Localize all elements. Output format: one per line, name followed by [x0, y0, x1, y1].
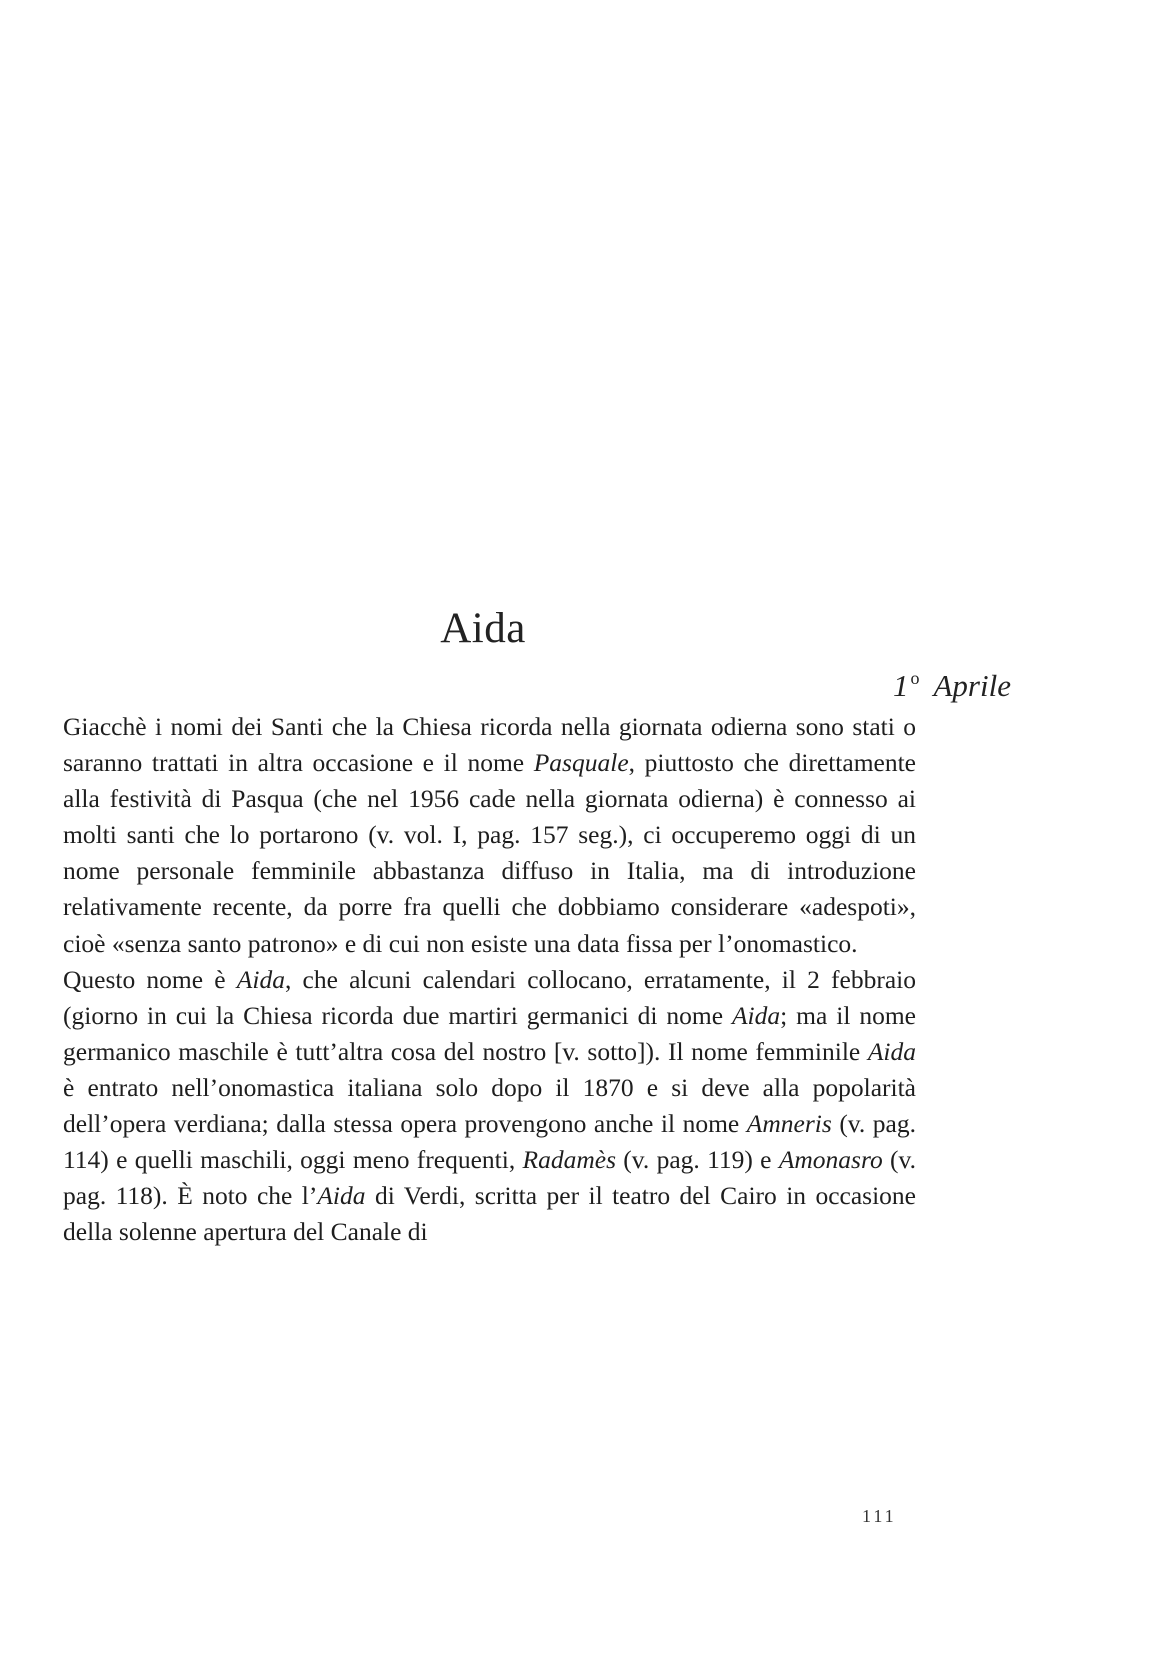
italic-term: Aida [317, 1181, 366, 1211]
text-run: Giacchè i nomi dei Santi che la Chiesa ricorda nella giornata odierna sono stati o saranno trattati in altra occasione e il nome [63, 712, 916, 778]
chapter-title: Aida [440, 605, 526, 652]
italic-term: Amonasro [778, 1145, 883, 1175]
italic-term: Aida [236, 964, 285, 994]
italic-term: Aida [867, 1036, 916, 1066]
italic-term: Amneris [746, 1109, 832, 1139]
date-day: 1 [893, 668, 909, 703]
paragraph [63, 962, 916, 1251]
text-run: , piuttosto che direttamente alla festività di Pasqua (che nel 1956 cade nella giornata odierna) è connesso ai molti santi che lo portarono (v. vol. I, pag. 157 seg.), ci occuperemo oggi di un nome personale femminile abbastanza diffuso in Italia, ma di introduzione relativamente recente, da porre fra quelli che dobbiamo considerare «adespoti», cioè «senza santo patrono» e di cui non esiste una data fissa per l’onomastico. [63, 748, 917, 958]
text-run: (v. pag. 119) e [616, 1145, 779, 1175]
text-run: è entrato nell’onomastica italiana solo dopo il 1870 e si deve alla popolarità dell’opera verdiana; dalla stessa opera provengono anche il nome [63, 1072, 916, 1139]
text-run: (v. pag. 118). È noto che l’ [63, 1145, 916, 1211]
date-ordinal: o [910, 668, 920, 688]
date-month: Aprile [933, 668, 1011, 703]
text-run: ; ma il nome germanico maschile è tutt’altra cosa del nostro [v. sotto]). Il nome femminile [63, 1000, 916, 1066]
page-number: 111 [862, 1506, 897, 1526]
italic-term: Pasquale [533, 748, 629, 778]
text-run: , che alcuni calendari collocano, erratamente, il 2 febbraio (giorno in cui la Chiesa ricorda due martiri germanici di nome [63, 964, 917, 1030]
italic-term: Aida [731, 1000, 781, 1030]
text-run: di Verdi, scritta per il teatro del Cairo in occasione della solenne apertura del Canale di [63, 1181, 916, 1247]
body-text [63, 709, 916, 1250]
text-run: Questo nome è [63, 964, 237, 994]
italic-term: Radamès [522, 1145, 616, 1175]
date-heading [893, 668, 1011, 704]
paragraph [63, 709, 916, 962]
text-run: (v. pag. 114) e quelli maschili, oggi meno frequenti, [63, 1109, 917, 1175]
